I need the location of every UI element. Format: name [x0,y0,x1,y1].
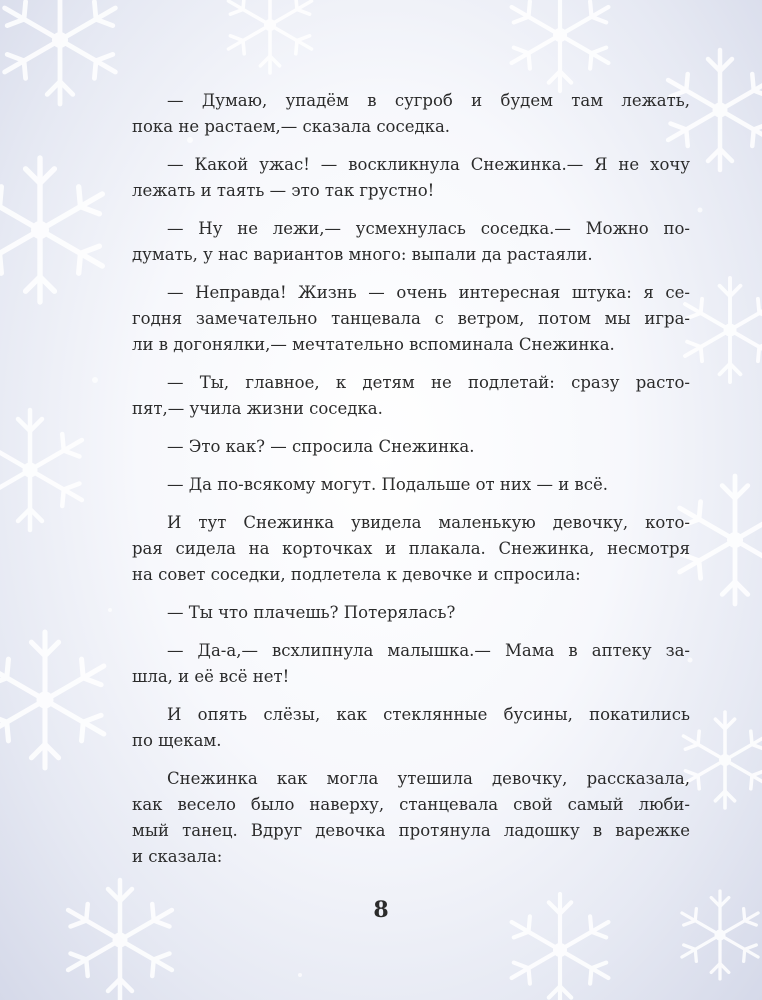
text-line: — Да по-всякому могут. Подальше от них — и всё. [167,475,608,494]
text-line: — Какой ужас! — воскликнула Снежинка.— Я не хочу [167,155,690,174]
paragraph [132,638,690,690]
paragraph [132,434,690,460]
paragraph [132,702,690,754]
text-line: думать, у нас вариантов много: выпали да растаяли. [132,245,593,264]
page-number: 8 [373,897,389,923]
text-line: — Ну не лежи,— усмехнулась соседка.— Можно по- [167,219,690,238]
text-column [132,88,690,882]
text-line: и сказала: [132,847,223,866]
paragraph [132,510,690,588]
text-line: годня замечательно танцевала с ветром, потом мы игра- [132,309,690,328]
paragraph [132,472,690,498]
paragraph [132,766,690,870]
text-line: — Думаю, упадём в сугроб и будем там лежать, [167,91,690,110]
paragraph [132,216,690,268]
text-line: — Это как? — спросила Снежинка. [167,437,475,456]
text-line: — Ты что плачешь? Потерялась? [167,603,456,622]
text-line: — Неправда! Жизнь — очень интересная штука: я се- [167,283,690,302]
text-line: на совет соседки, подлетела к девочке и спросила: [132,565,581,584]
text-line: рая сидела на корточках и плакала. Снежинка, несмотря [132,539,690,558]
paragraph [132,370,690,422]
text-line: по щекам. [132,731,222,750]
text-line: шла, и её всё нет! [132,667,290,686]
text-line: Снежинка как могла утешила девочку, рассказала, [167,769,690,788]
text-line: ли в догонялки,— мечтательно вспоминала Снежинка. [132,335,615,354]
paragraph [132,600,690,626]
text-line: лежать и таять — это так грустно! [132,181,435,200]
text-line: мый танец. Вдруг девочка протянула ладошку в варежке [132,821,690,840]
text-line: пят,— учила жизни соседка. [132,399,383,418]
text-line: пока не растаем,— сказала соседка. [132,117,451,136]
paragraph [132,152,690,204]
paragraph [132,280,690,358]
text-line: И тут Снежинка увидела маленькую девочку, кото- [167,513,690,532]
paragraph [132,88,690,140]
text-line: — Да-а,— всхлипнула малышка.— Мама в аптеку за- [167,641,690,660]
text-line: как весело было наверху, станцевала свой самый люби- [132,795,690,814]
text-line: — Ты, главное, к детям не подлетай: сразу расто- [167,373,690,392]
text-line: И опять слёзы, как стеклянные бусины, покатились [167,705,690,724]
